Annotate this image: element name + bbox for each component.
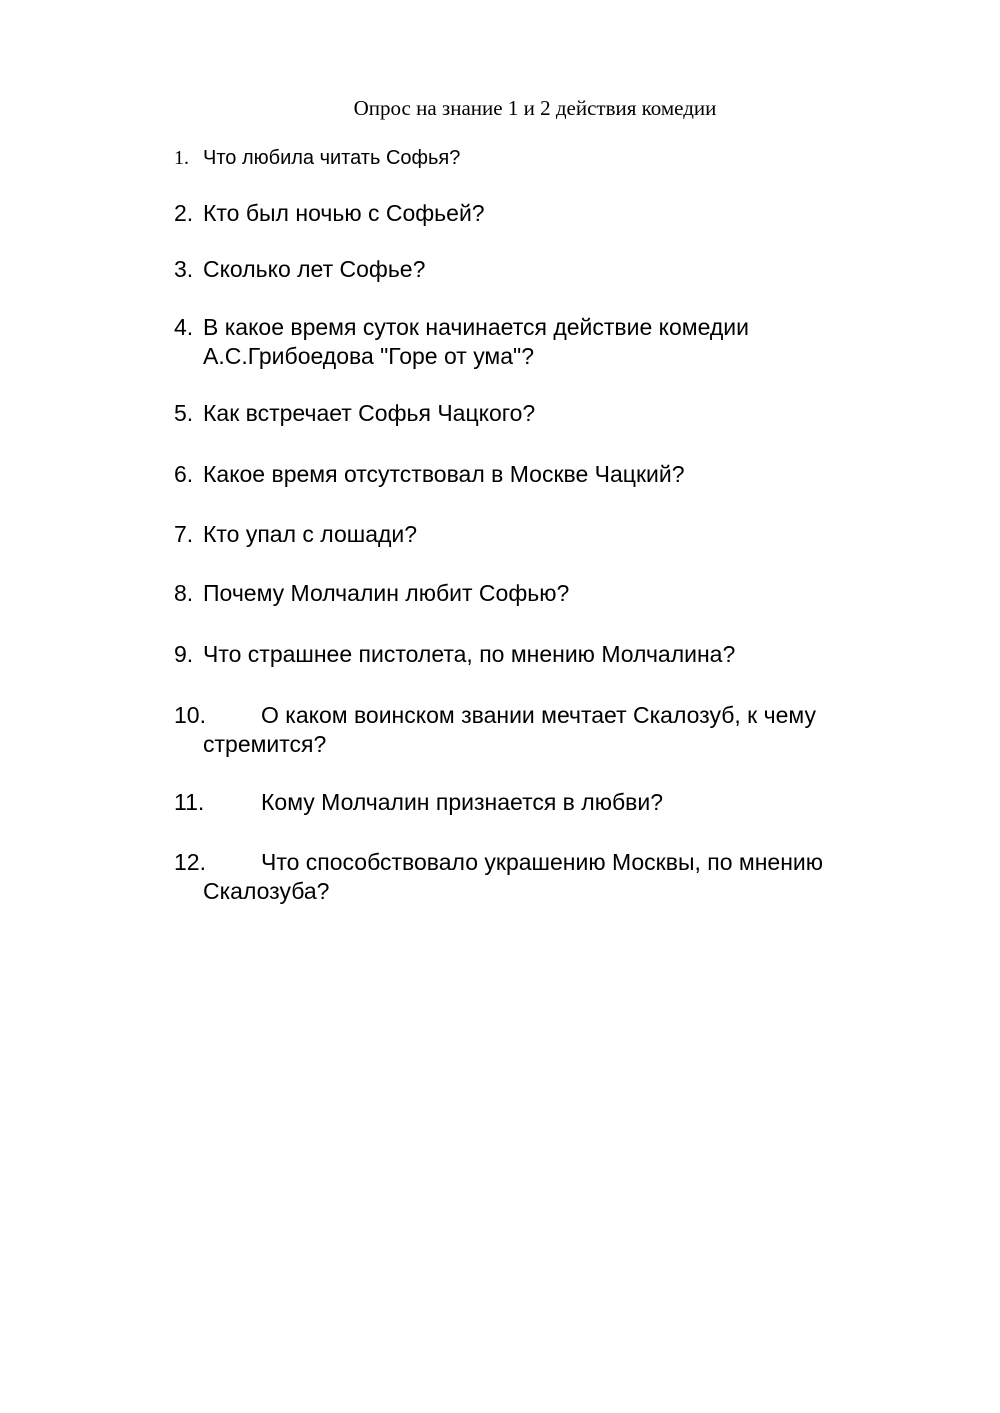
- question-item: [174, 255, 874, 284]
- question-number: 9.: [174, 641, 194, 667]
- question-number: 10.: [174, 702, 206, 728]
- question-number: 7.: [174, 521, 194, 547]
- question-item: [174, 640, 874, 669]
- question-item: [174, 579, 874, 608]
- question-number: 3.: [174, 256, 194, 282]
- question-text-line1: В какое время суток начинается действие комедии: [203, 314, 749, 340]
- question-text: Кто был ночью с Софьей?: [203, 200, 485, 226]
- page-title: Опрос на знание 1 и 2 действия комедии: [353, 96, 717, 120]
- question-item: [174, 399, 874, 428]
- question-text: Какое время отсутствовал в Москве Чацкий?: [203, 461, 685, 487]
- question-item: [174, 460, 874, 489]
- question-number: 2.: [174, 200, 194, 226]
- question-text-line1: Что способствовало украшению Москвы, по мнению: [261, 849, 824, 875]
- question-text: Сколько лет Софье?: [203, 256, 426, 282]
- question-item: [174, 520, 874, 549]
- question-text-line2: А.С.Грибоедова "Горе от ума"?: [203, 343, 534, 369]
- question-text-line2: стремится?: [203, 731, 327, 757]
- question-text: Кто упал с лошади?: [203, 521, 418, 547]
- question-item: [174, 701, 874, 759]
- question-number: 12.: [174, 849, 206, 875]
- question-text: Почему Молчалин любит Софью?: [203, 580, 570, 606]
- question-text-line1: О каком воинском звании мечтает Скалозуб, к чему: [261, 702, 816, 728]
- question-item: [174, 788, 874, 817]
- question-item: [174, 199, 874, 228]
- question-text: Как встречает Софья Чацкого?: [203, 400, 536, 426]
- question-item: [174, 848, 874, 906]
- question-text: Кому Молчалин признается в любви?: [261, 789, 663, 815]
- question-number: 11.: [174, 789, 205, 815]
- question-number: 5.: [174, 400, 194, 426]
- question-item: [174, 313, 874, 371]
- question-item: [174, 144, 874, 173]
- question-text: Что страшнее пистолета, по мнению Молчалина?: [203, 641, 736, 667]
- question-text: Что любила читать Софья?: [203, 147, 461, 169]
- question-number: 6.: [174, 461, 194, 487]
- question-number: 1.: [174, 147, 189, 169]
- question-number: 4.: [174, 314, 194, 340]
- question-text-line2: Скалозуба?: [203, 878, 330, 904]
- question-number: 8.: [174, 580, 194, 606]
